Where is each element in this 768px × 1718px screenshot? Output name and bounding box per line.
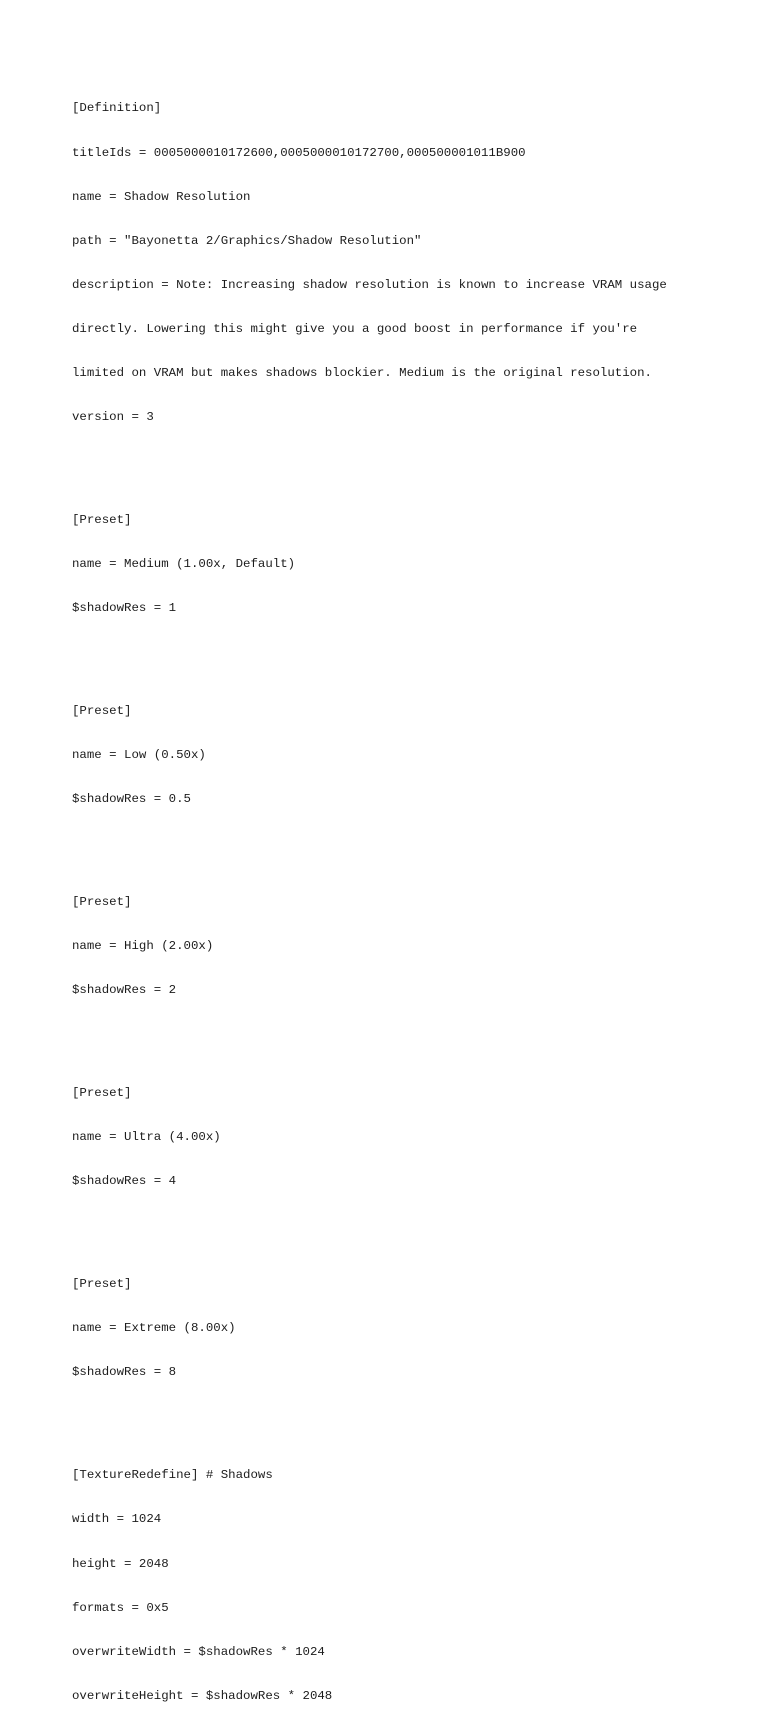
preset-name-line: name = Low (0.50x) [72,748,206,763]
texture-redefine-header: [TextureRedefine] # Shadows [72,1468,273,1483]
preset-value-line: $shadowRes = 8 [72,1365,177,1380]
preset-header: [Preset] [72,512,132,527]
description-line: limited on VRAM but makes shadows blockier. Medium is the original resolution. [72,365,652,380]
description-line: directly. Lowering this might give you a good boost in performance if you're [72,321,638,336]
preset-value-line: $shadowRes = 0.5 [72,792,191,807]
preset-name-line: name = Ultra (4.00x) [72,1130,221,1145]
preset-header: [Preset] [72,704,132,719]
description-line: description = Note: Increasing shadow resolution is known to increase VRAM usage [72,277,667,292]
preset-header: [Preset] [72,895,132,910]
blank-line [72,836,712,851]
definition-header: [Definition] [72,101,162,116]
blank-line [72,454,712,469]
preset-value-line: $shadowRes = 1 [72,601,177,616]
path-line: path = "Bayonetta 2/Graphics/Shadow Resolution" [72,233,422,248]
blank-line [72,1218,712,1233]
preset-name-line: name = Medium (1.00x, Default) [72,557,296,572]
preset-name-line: name = High (2.00x) [72,939,214,954]
version-line: version = 3 [72,410,154,425]
width-line: width = 1024 [72,1512,162,1527]
preset-value-line: $shadowRes = 4 [72,1174,177,1189]
preset-value-line: $shadowRes = 2 [72,983,177,998]
preset-header: [Preset] [72,1086,132,1101]
preset-header: [Preset] [72,1277,132,1292]
document-text [72,72,712,1718]
blank-line [72,1027,712,1042]
formats-line: formats = 0x5 [72,1600,169,1615]
preset-name-line: name = Extreme (8.00x) [72,1321,236,1336]
overwrite-height-line: overwriteHeight = $shadowRes * 2048 [72,1688,333,1703]
title-ids-line: titleIds = 0005000010172600,0005000010172700,000500001011B900 [72,145,526,160]
definition-name-line: name = Shadow Resolution [72,189,251,204]
overwrite-width-line: overwriteWidth = $shadowRes * 1024 [72,1644,325,1659]
blank-line [72,645,712,660]
height-line: height = 2048 [72,1556,169,1571]
blank-line [72,1410,712,1425]
